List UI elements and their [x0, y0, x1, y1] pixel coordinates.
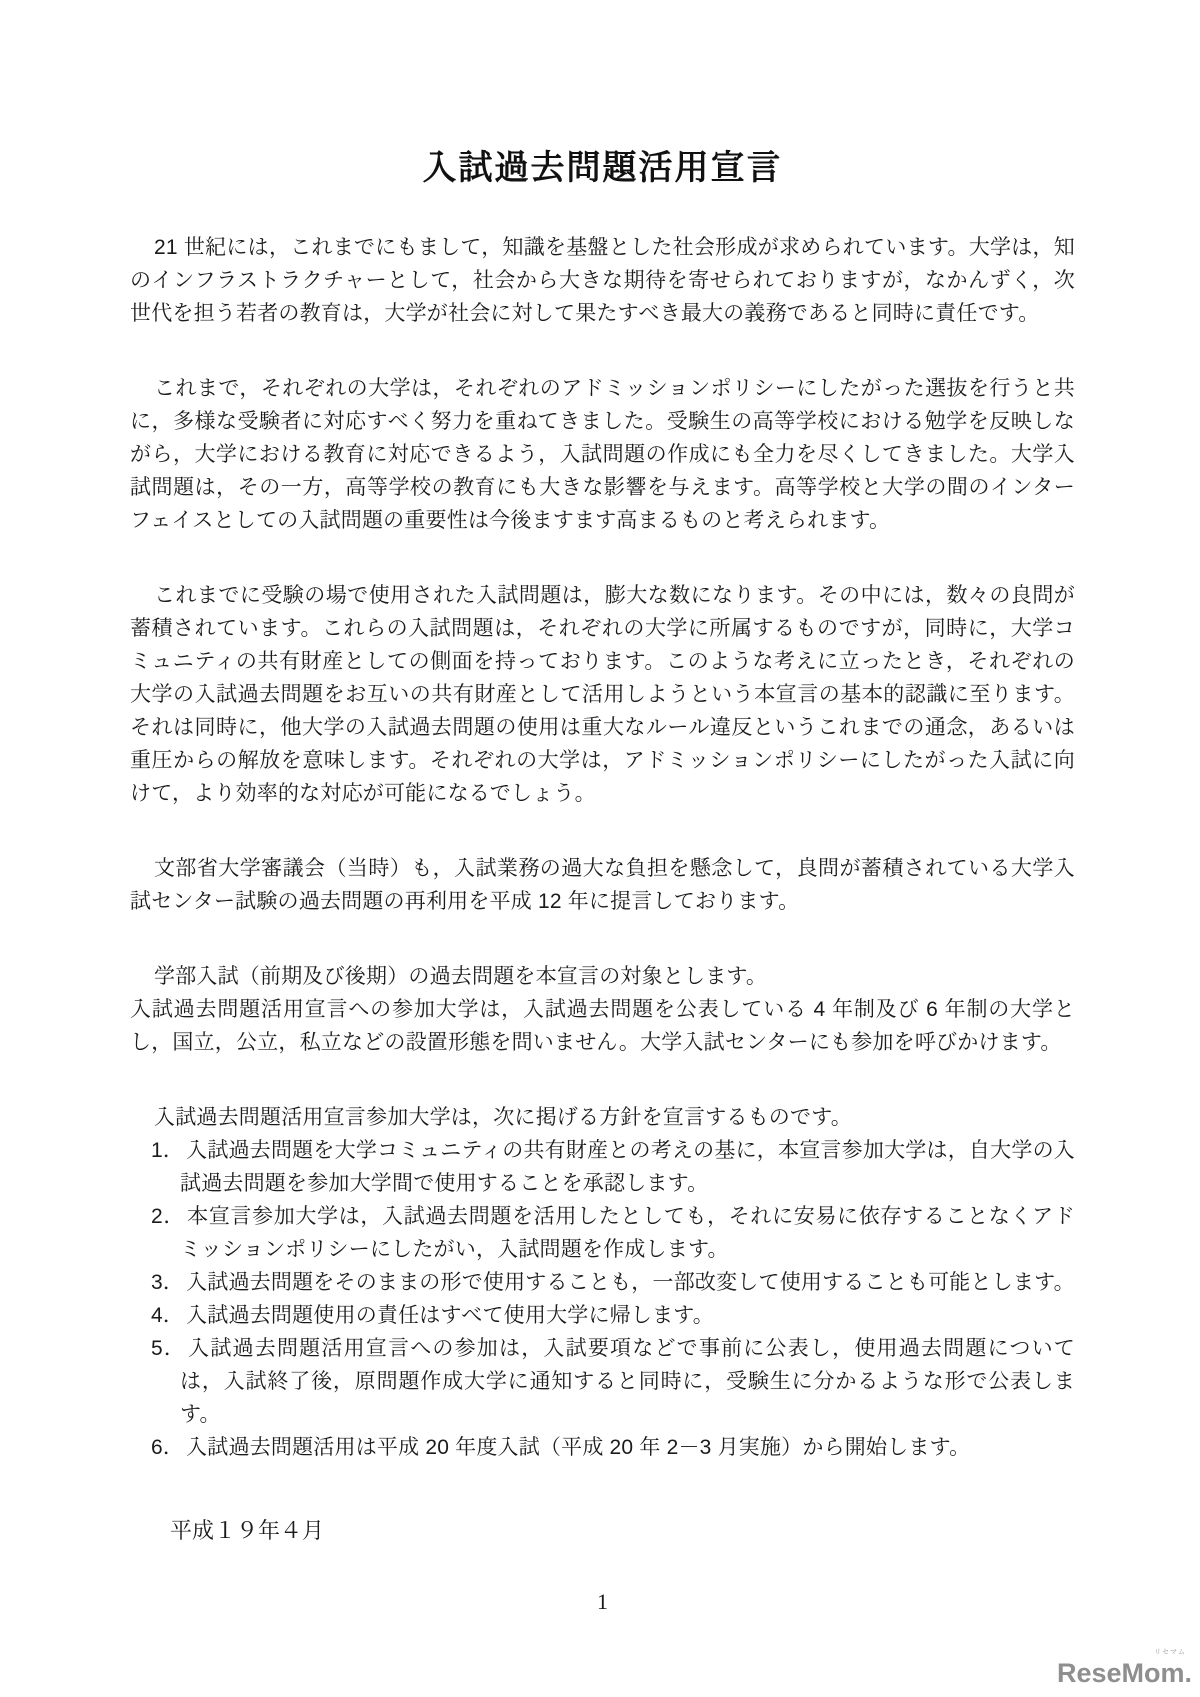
resemom-logo-text: ReseMom. — [1056, 1658, 1192, 1688]
list-item-2-number: 2． — [151, 1205, 186, 1228]
list-item-4-text: 入試過去問題使用の責任はすべて使用大学に帰します。 — [186, 1304, 714, 1327]
paragraph-1: 21 世紀には，これまでにもまして，知識を基盤とした社会形成が求められています。大学は，知のインフラストラクチャーとして，社会から大きな期待を寄せられておりますが，なかんずく，次世代を担う若者の教育は，大学が社会に対して果たすべき最大の義務であると同時に責任です。 — [130, 236, 1075, 325]
declaration-list — [130, 1134, 1075, 1464]
list-item-2 — [130, 1200, 1075, 1266]
paragraph-5-line1: 学部入試（前期及び後期）の過去問題を本宣言の対象とします。 — [154, 965, 768, 988]
page-title: 入試過去問題活用宣言 — [422, 149, 783, 187]
list-item-6-text: 入試過去問題活用は平成 20 年度入試（平成 20 年 2－3 月実施）から開始します。 — [186, 1436, 971, 1459]
paragraph-4: 文部省大学審議会（当時）も，入試業務の過大な負担を懸念して，良問が蓄積されている大学入試センター試験の過去問題の再利用を平成 12 年に提言しております。 — [130, 857, 1075, 913]
resemom-logo-ruby: リセマム — [1154, 1649, 1186, 1656]
list-item-4-number: 4． — [151, 1304, 185, 1327]
date-line: 平成１９年４月 — [170, 1518, 325, 1543]
document-content — [130, 0, 1075, 1615]
list-item-3-number: 3． — [151, 1271, 185, 1294]
paragraph-3: これまでに受験の場で使用された入試問題は，膨大な数になります。その中には，数々の良問が蓄積されています。これらの入試問題は，それぞれの大学に所属するものですが，同時に，大学コミュニティの共有財産としての側面を持っております。このような考えに立ったとき，それぞれの大学の入試過去問題をお互いの共有財産として活用しようという本宣言の基本的認識に至ります。それは同時に，他大学の入試過去問題の使用は重大なルール違反というこれまでの通念，あるいは重圧からの解放を意味します。それぞれの大学は，アドミッションポリシーにしたがった入試に向けて，より効率的な対応が可能になるでしょう。 — [130, 584, 1075, 805]
list-item-6-number: 6． — [151, 1436, 185, 1459]
list-item-1-text: 入試過去問題を大学コミュニティの共有財産との考えの基に，本宣言参加大学は，自大学の入試過去問題を参加大学間で使用することを承認します。 — [180, 1139, 1075, 1195]
paragraph-5-line2: 入試過去問題活用宣言への参加大学は，入試過去問題を公表している 4 年制及び 6 年制の大学とし，国立，公立，私立などの設置形態を問いません。大学入試センターにも参加を呼びかけます。 — [130, 998, 1075, 1054]
resemom-logo — [1056, 1649, 1194, 1691]
list-item-5-number: 5． — [151, 1337, 187, 1360]
list-item-1-number: 1． — [151, 1139, 185, 1162]
list-item-5 — [130, 1332, 1075, 1431]
list-item-5-text: 入試過去問題活用宣言への参加は，入試要項などで事前に公表し，使用過去問題については，入試終了後，原問題作成大学に通知すると同時に，受験生に分かるような形で公表します。 — [180, 1337, 1075, 1426]
list-item-6 — [130, 1431, 1075, 1464]
list-item-3 — [130, 1266, 1075, 1299]
list-item-4 — [130, 1299, 1075, 1332]
paragraph-2: これまで，それぞれの大学は，それぞれのアドミッションポリシーにしたがった選抜を行うと共に，多様な受験者に対応すべく努力を重ねてきました。受験生の高等学校における勉学を反映しながら，大学における教育に対応できるよう，入試問題の作成にも全力を尽くしてきました。大学入試問題は，その一方，高等学校の教育にも大きな影響を与えます。高等学校と大学の間のインターフェイスとしての入試問題の重要性は今後ますます高まるものと考えられます。 — [130, 377, 1075, 532]
declaration-intro: 入試過去問題活用宣言参加大学は，次に掲げる方針を宣言するものです。 — [154, 1106, 852, 1129]
list-item-1 — [130, 1134, 1075, 1200]
list-item-2-text: 本宣言参加大学は，入試過去問題を活用したとしても，それに安易に依存することなくアドミッションポリシーにしたがい，入試問題を作成します。 — [180, 1205, 1075, 1261]
list-item-3-text: 入試過去問題をそのままの形で使用することも，一部改変して使用することも可能とします。 — [186, 1271, 1075, 1294]
page-number: 1 — [597, 1589, 608, 1614]
